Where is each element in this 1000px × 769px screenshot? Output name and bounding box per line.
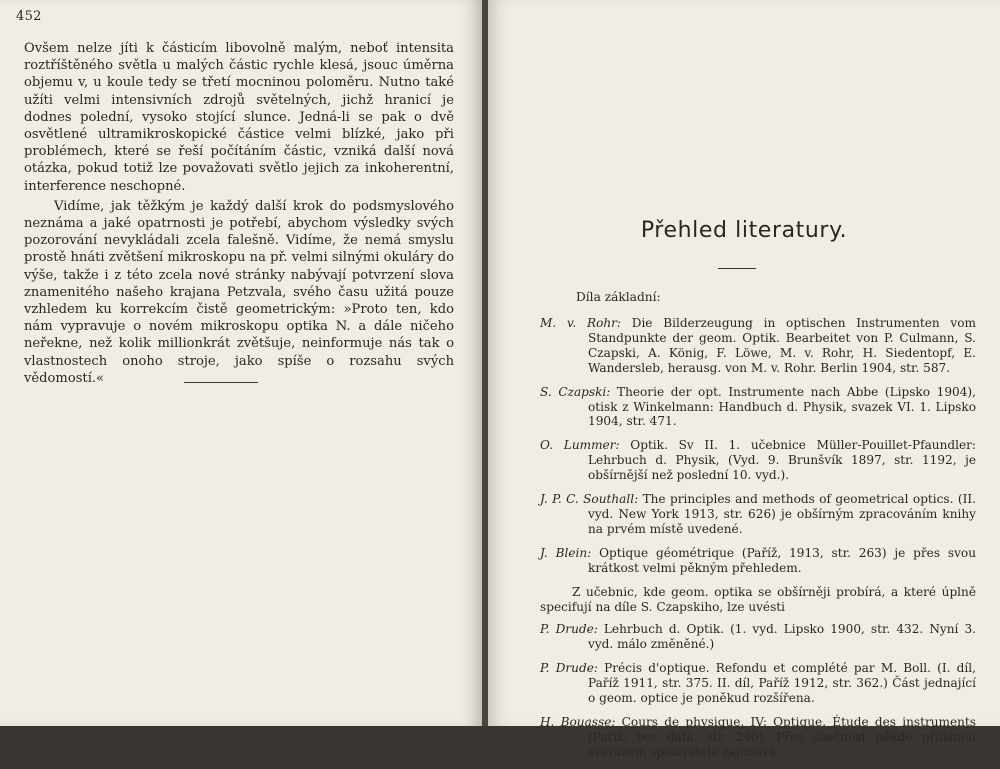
body-text — [24, 40, 454, 387]
reference-text: Die Bilderzeugung in optischen Instrumenten vom Standpunkte der geom. Optik. Bearbeitet von P. Culmann, S. Czapski, A. König, F. Löwe, M. v. Rohr, H. Siedentopf, E. Wandersleb, herausg. von M. v. Rohr. Berlin 1904, str. 587. — [588, 316, 976, 375]
reference-entry — [540, 492, 976, 537]
page-number: 452 — [16, 9, 42, 24]
paragraph: Ovšem nelze jíti k částicím libovolně malým, neboť intensita roztříštěného světla u malých částic rychle klesá, jsouc úměrna objemu v, u koule tedy se třetí mocninou poloměru. Nutno také užíti velmi intensivních zdrojů světelných, jichž hranicí je dodnes polední, vysoko stojící slunce. Jedná-li se pak o dvě osvětlené ultramikroskopické částice velmi blízké, jako při problémech, které se řeší počítáním částic, vzniká další nová otázka, pokud totiž lze považovati světlo jejich za inkoherentní, interference neschopné. — [24, 41, 454, 194]
page-title: Přehled literatury. — [640, 218, 848, 243]
reference-entry — [540, 438, 976, 483]
title-divider — [718, 268, 756, 269]
reference-text: Optique géométrique (Paříž, 1913, str. 263) je přes svou krátkost velmi pěkným přehledem. — [588, 545, 976, 575]
reference-text: Précis d'optique. Refondu et complété par M. Boll. (I. díl, Paříž 1911, str. 375. II. díl, Paříž 1912, str. 362.) Část jednající o geom. optice je poněkud rozšířena. — [588, 661, 976, 706]
reference-list — [540, 316, 976, 769]
reference-entry — [540, 661, 976, 706]
left-page — [0, 0, 482, 726]
sources-heading: Díla základní: — [576, 290, 661, 304]
reference-entry — [540, 546, 976, 576]
reference-entry — [540, 385, 976, 430]
reference-author: O. Lummer: — [540, 438, 620, 453]
reference-text: The principles and methods of geometrical optics. (II. vyd. New York 1913, str. 626) je obšírným zpracováním knihy na prvém místě uvedené. — [588, 492, 976, 536]
textbooks-intro: Z učebnic, kde geom. optika se obšírněji probírá, a které úplně specifují na díle S. Czapskiho, lze uvésti — [540, 584, 976, 614]
reference-author: J. Blein: — [540, 545, 592, 560]
paragraph: Vidíme, jak těžkým je každý další krok do podsmyslového neznáma a jaké opatrnosti je potřebí, abychom výsledky svých pozorování nevykládali zcela falešně. Vidíme, že nemá smyslu prostě hnáti zvětšení mikroskopu na př. velmi silnými okuláry do výše, takže i z této zcela nové stránky nabývají potvrzení slova znamenitého našeho krajana Petzvala, svého času užitá pouze vzhledem ku korrekcím čistě geometrickým: »Proto ten, kdo nám vypravuje o novém mikroskopu optika N. a dále ničeho neřekne, než kolik millionkrát zvětšuje, neinformuje nás tak o vlastnostech onoho stroje, jako spíše o rozsahu svých vědomostí.« — [24, 198, 454, 386]
reference-author: P. Drude: — [540, 661, 598, 676]
reference-entry — [540, 715, 976, 760]
right-page — [488, 0, 1000, 759]
section-divider — [184, 382, 258, 383]
reference-entry — [540, 622, 976, 652]
reference-author: P. Drude: — [540, 622, 598, 637]
reference-text: Optik. Sv II. 1. učebnice Müller-Pouillet-Pfaundler: Lehrbuch d. Physik, (Vyd. 9. Brunšvík 1897, str. 1192, je obšírnější než poslední 10. vyd.). — [588, 438, 976, 483]
reference-author: S. Czapski: — [540, 384, 611, 399]
reference-text: Lehrbuch d. Optik. (1. vyd. Lipsko 1900, str. 432. Nyní 3. vyd. málo změněné.) — [588, 622, 977, 652]
reference-entry — [540, 316, 976, 376]
reference-text: Theorie der opt. Instrumente nach Abbe (Lipsko 1904), otisk z Winkelmann: Handbuch d. Physik, svazek VI. 1. Lipsko 1904, str. 471. — [588, 384, 976, 429]
reference-author: H. Bouasse: — [540, 714, 616, 729]
reference-author: M. v. Rohr: — [540, 316, 621, 330]
reference-author: J. P. C. Southall: — [540, 492, 639, 507]
reference-text: Cours de physique. IV: Optique. Étude des instruments (Paříž, bez data, str. 240). Přes úsečnost někde přílišnou svérazem spisovatele zajímavá. — [588, 714, 976, 759]
